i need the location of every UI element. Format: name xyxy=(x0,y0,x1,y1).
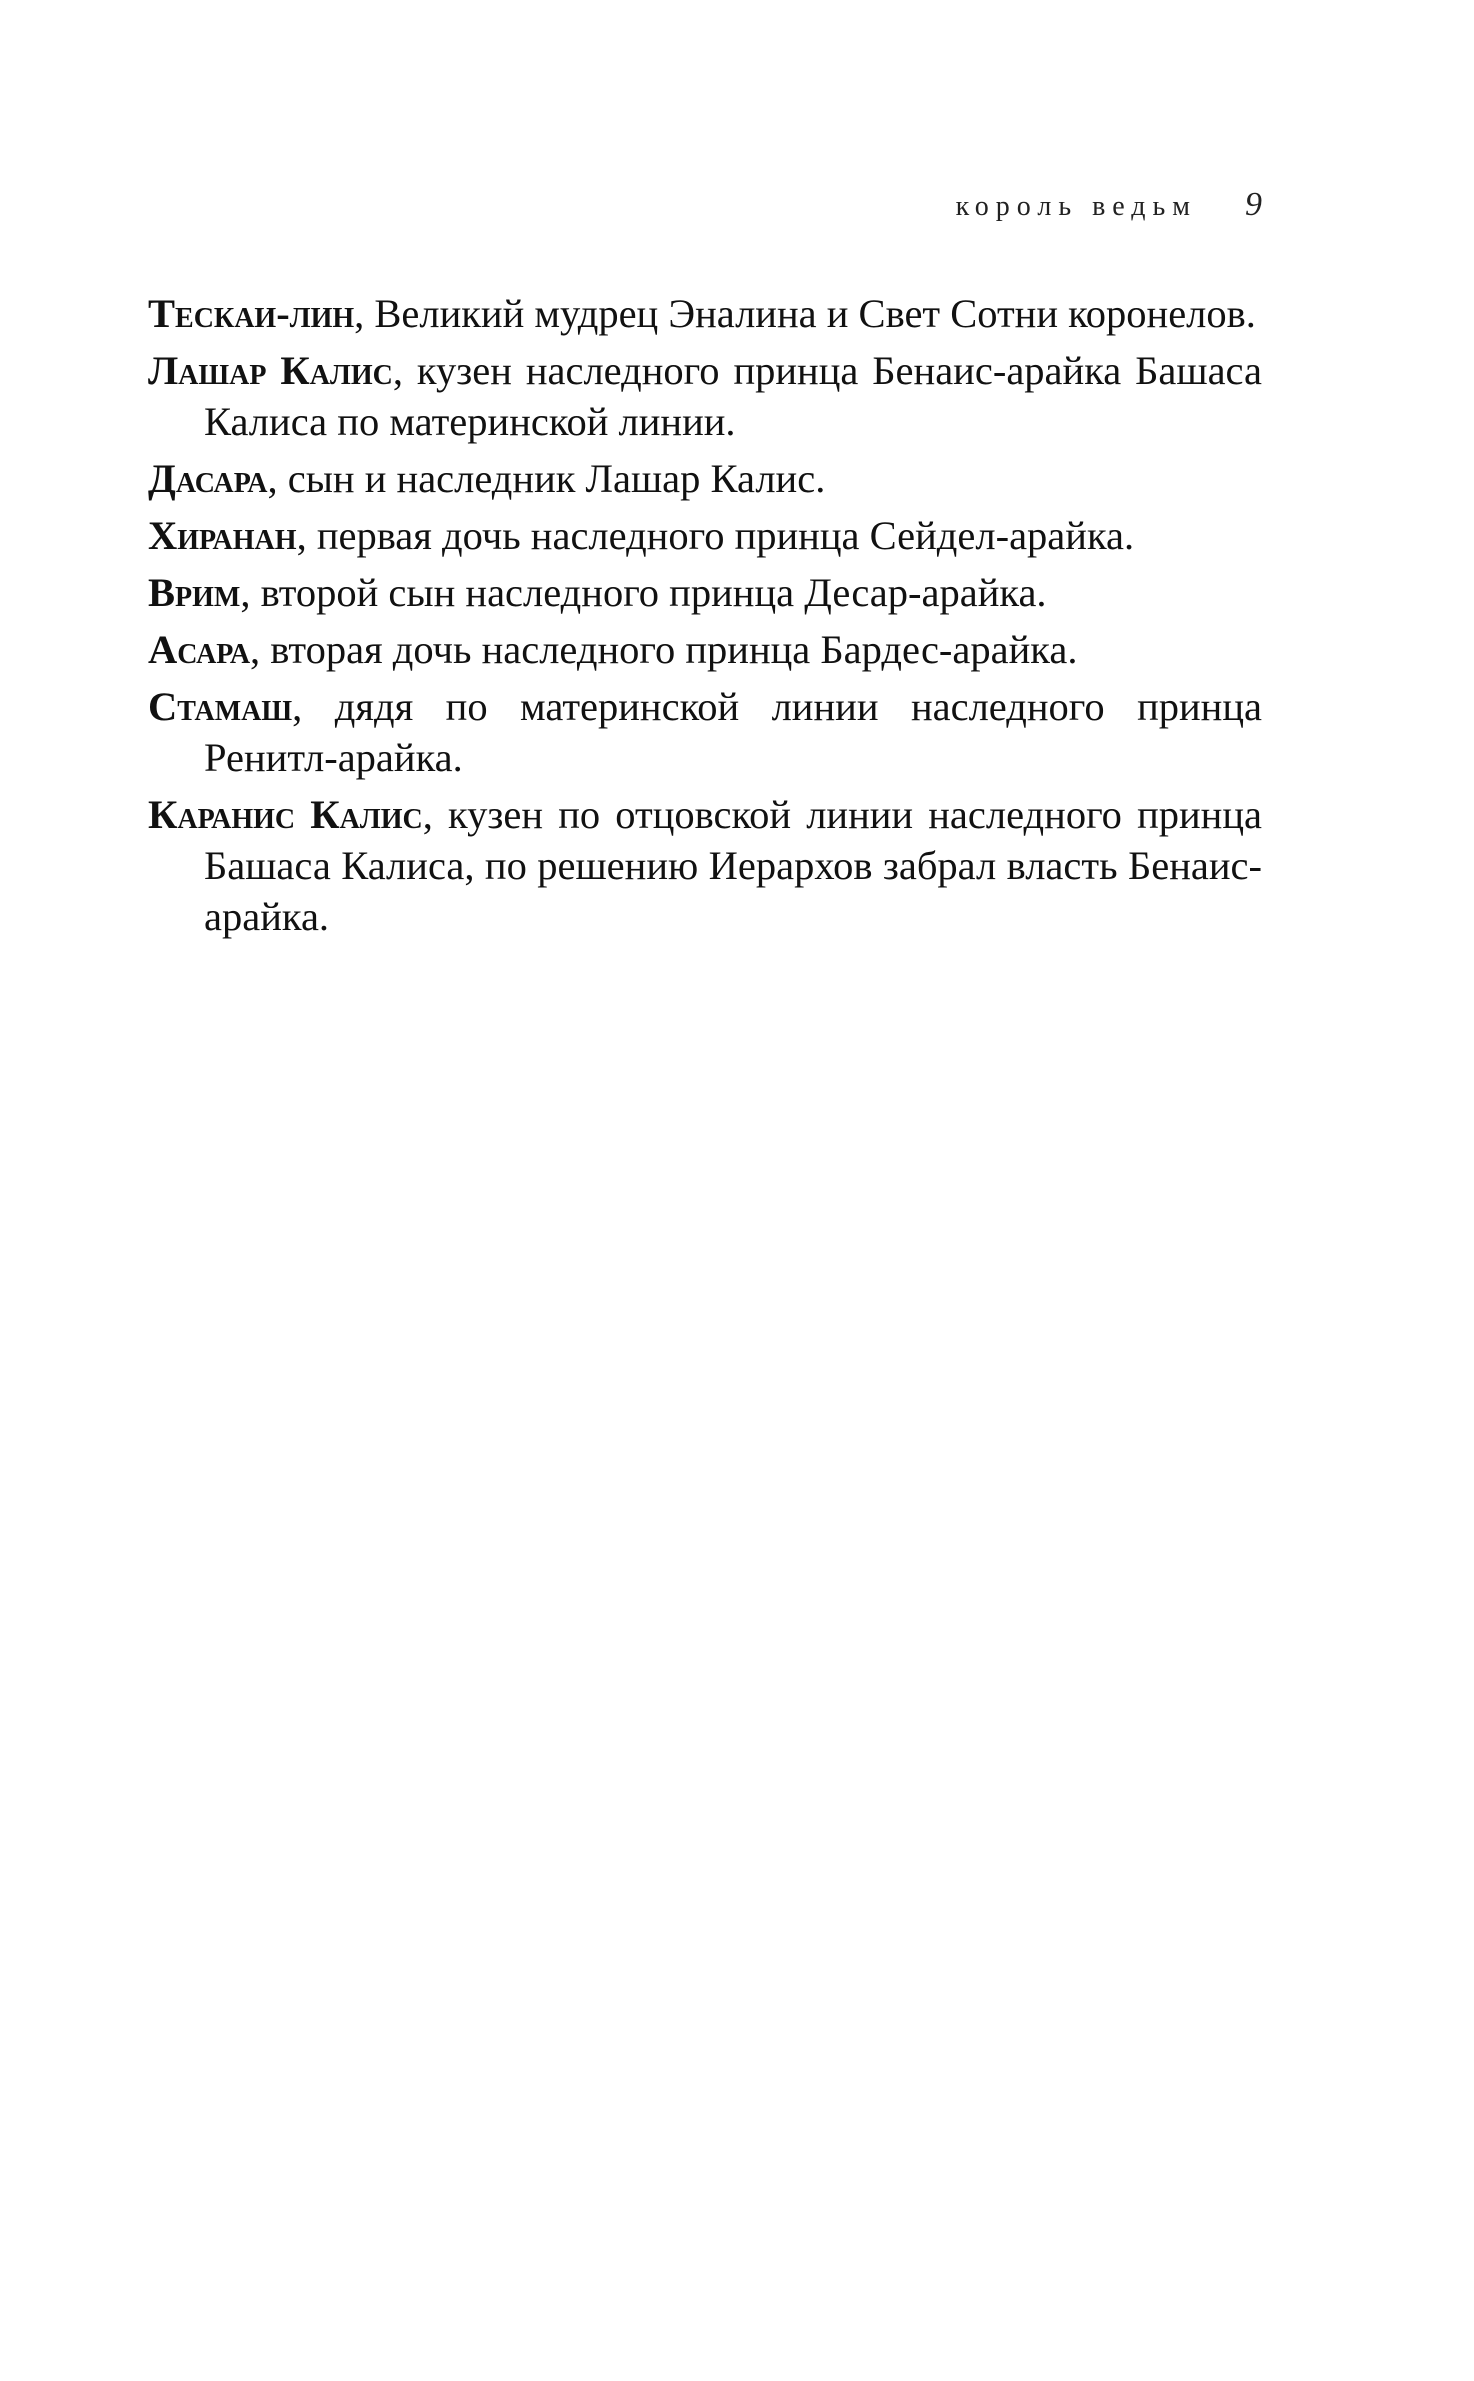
character-name: Лашар Калис xyxy=(148,348,393,393)
character-name: Хиранан xyxy=(148,513,297,558)
character-description: , вторая дочь наследного принца Бардес-арайка. xyxy=(250,627,1078,672)
character-entry xyxy=(148,789,1262,942)
running-head xyxy=(956,186,1262,224)
character-entry xyxy=(148,288,1262,339)
character-name: Асара xyxy=(148,627,251,672)
character-description: , кузен по отцовской линии наследного принца Башаса Калиса, по решению Иерархов забрал власть Бенаис-арайка. xyxy=(204,792,1263,939)
character-entry xyxy=(148,681,1262,783)
page-number: 9 xyxy=(1245,186,1262,223)
character-name: Тескаи-лин xyxy=(148,291,355,336)
character-description: , первая дочь наследного принца Сейдел-арайка. xyxy=(296,513,1135,558)
character-description: , второй сын наследного принца Десар-арайка. xyxy=(240,570,1047,615)
character-entry xyxy=(148,345,1262,447)
character-entry xyxy=(148,567,1262,618)
character-description: , сын и наследник Лашар Калис. xyxy=(267,456,826,501)
character-entry xyxy=(148,510,1262,561)
running-title: король ведьм xyxy=(955,191,1197,222)
character-description: , Великий мудрец Эналина и Свет Сотни коронелов. xyxy=(354,291,1256,336)
character-name: Врим xyxy=(148,570,241,615)
character-name: Каранис Калис xyxy=(148,792,423,837)
character-entry xyxy=(148,624,1262,675)
character-description: , кузен наследного принца Бенаис-арайка Башаса Калиса по материнской линии. xyxy=(204,348,1263,444)
character-name: Стамаш xyxy=(148,684,293,729)
character-list xyxy=(148,288,1262,948)
character-entry xyxy=(148,453,1262,504)
character-description: , дядя по материнской линии наследного принца Ренитл-арайка. xyxy=(204,684,1262,780)
character-name: Дасара xyxy=(148,456,268,501)
